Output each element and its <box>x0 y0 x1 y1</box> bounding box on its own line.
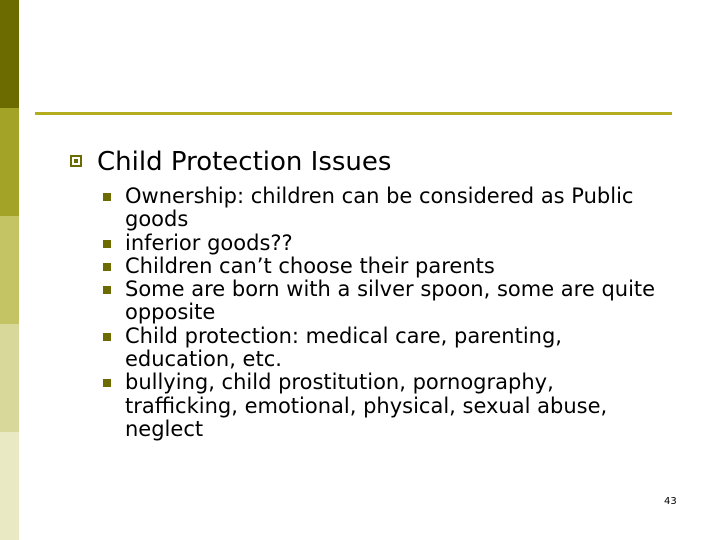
slide-heading: Child Protection Issues <box>97 147 392 177</box>
side-bar-segment <box>0 216 19 324</box>
list-item <box>100 325 660 372</box>
filled-square-bullet-icon <box>103 286 111 294</box>
list-item <box>100 255 660 278</box>
bullet-list <box>100 185 660 441</box>
list-item-text: Children can’t choose their parents <box>125 253 495 278</box>
list-item <box>100 185 660 232</box>
hollow-square-bullet-icon <box>70 155 82 167</box>
side-bar-segment <box>0 432 19 540</box>
list-item-text: Some are born with a silver spoon, some are quite opposite <box>125 277 656 325</box>
page-number: 43 <box>664 496 677 507</box>
title-divider <box>35 112 672 115</box>
filled-square-bullet-icon <box>103 240 111 248</box>
list-item-text: Ownership: children can be considered as Public goods <box>125 184 634 232</box>
list-item <box>100 278 660 325</box>
filled-square-bullet-icon <box>103 379 111 387</box>
list-item <box>100 232 660 255</box>
list-item-text: inferior goods?? <box>125 230 293 255</box>
side-bar-segment <box>0 0 19 108</box>
filled-square-bullet-icon <box>103 333 111 341</box>
filled-square-bullet-icon <box>103 263 111 271</box>
filled-square-bullet-icon <box>103 193 111 201</box>
list-item-text: bullying, child prostitution, pornography, trafficking, emotional, physical, sexual abuse, neglect <box>125 370 608 441</box>
list-item <box>100 371 660 441</box>
side-bar-segment <box>0 108 19 216</box>
list-item-text: Child protection: medical care, parenting, education, etc. <box>125 323 562 372</box>
side-bar-segment <box>0 324 19 432</box>
